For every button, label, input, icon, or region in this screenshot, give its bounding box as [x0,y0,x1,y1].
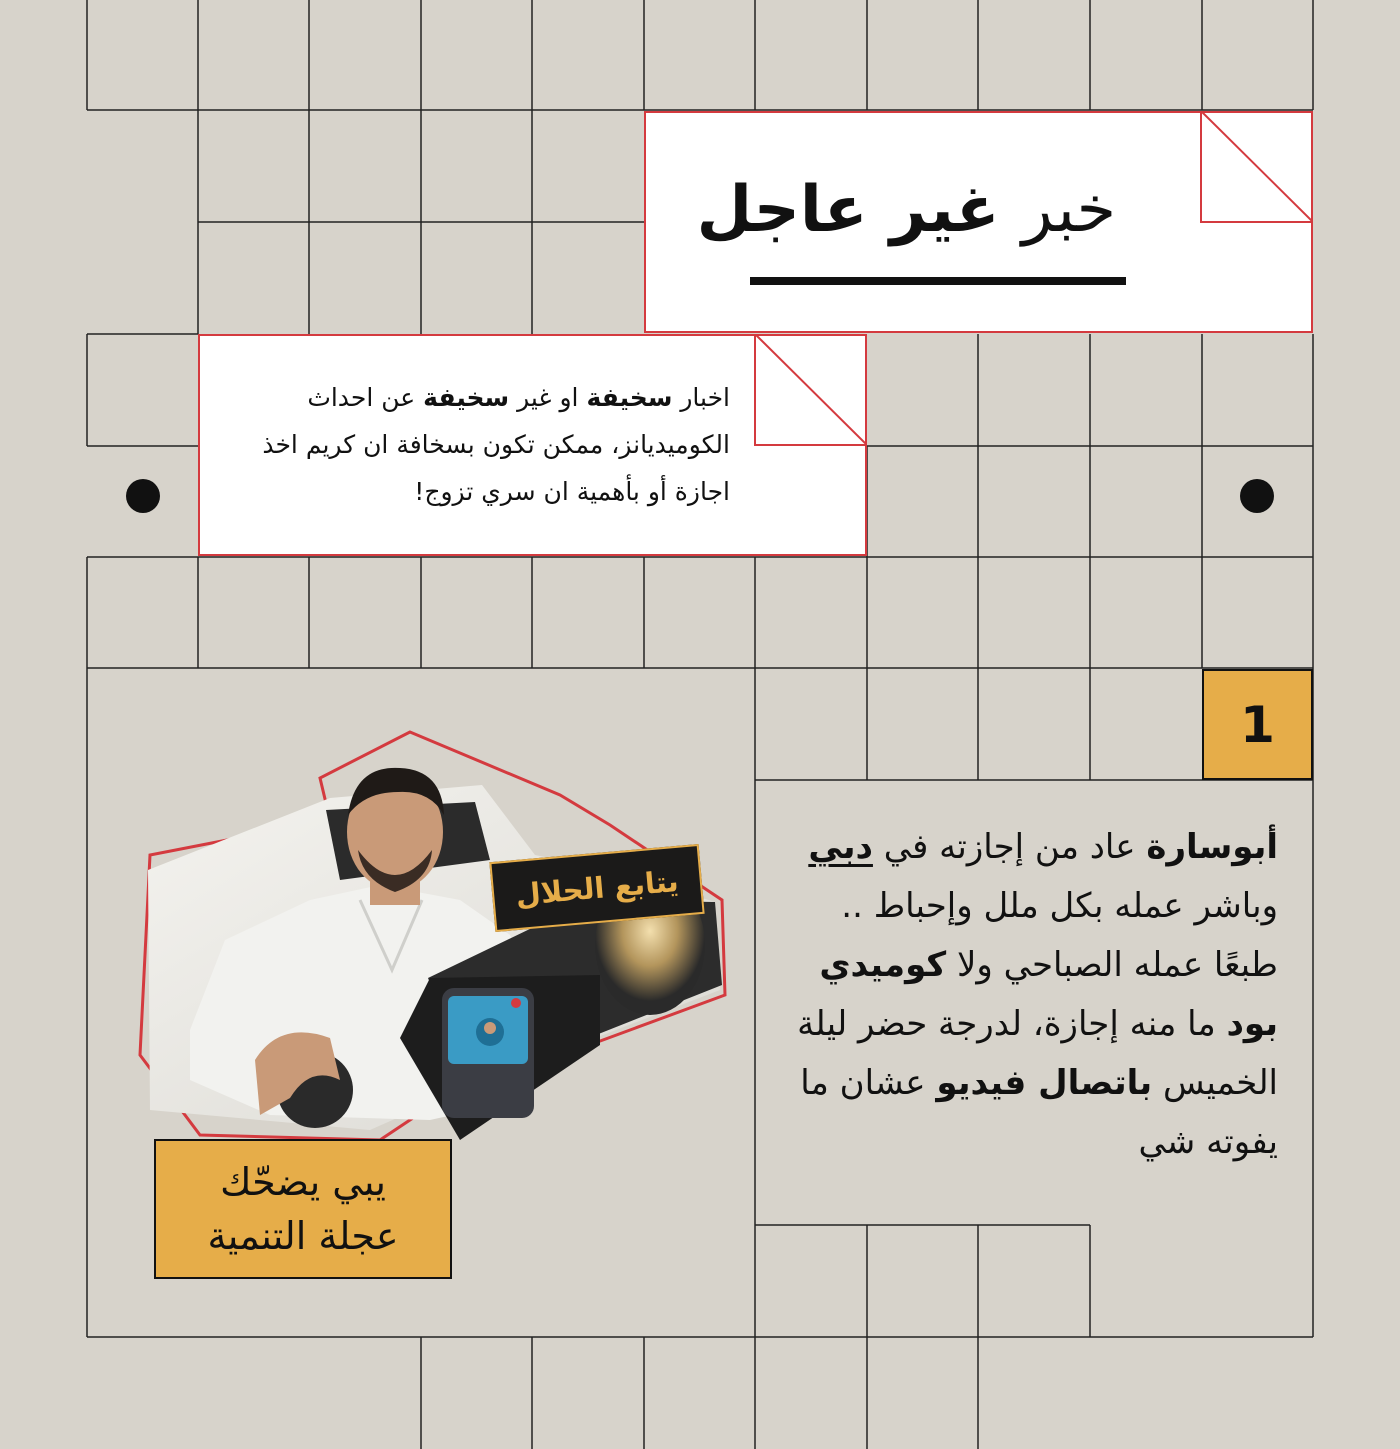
story-call: باتصال فيديو [936,1063,1153,1103]
collage-illustration [130,720,740,1170]
intro-text-3: عن احداث الكوميديانز، ممكن تكون بسخافة ان كريم اخذ اجازة أو بأهمية ان سري تزوج! [262,383,730,506]
tag-laugh-line-2: عجلة التنمية [207,1214,399,1258]
story-text-4: عشان ما يفوته شي [800,1063,1278,1162]
item-number-badge: 1 [1202,669,1313,780]
page-title [697,173,1116,247]
photo-collage [130,720,740,1170]
intro-card [198,334,867,556]
intro-paragraph [210,374,730,515]
intro-bold-1: سخيفة [586,383,673,412]
story-text-3: ما منه إجازة، لدرجة حضر ليلة الخميس [797,1004,1278,1103]
tag-follow: يتابع الحلال [489,844,704,932]
title-part-1: خبر [1021,173,1116,247]
title-part-2: غير عاجل [696,173,1000,247]
tag-laugh-line-1: يبي يضحّك [220,1160,386,1204]
intro-text-1: اخبار [680,383,730,412]
right-dot [1240,479,1274,513]
tag-laugh [154,1139,452,1279]
title-card [644,111,1313,333]
left-dot [126,479,160,513]
story-city: دبي [808,827,873,867]
intro-text-2: او غير [517,383,579,412]
story-paragraph [788,818,1278,1172]
intro-bold-2: سخيفة [423,383,510,412]
story-show: كوميدي بود [819,945,1278,1044]
story-name: أبوسارة [1146,827,1278,867]
story-text-1: عاد من إجازته في [883,827,1136,867]
story-text-2: وباشر عمله بكل ملل وإحباط .. طبعًا عمله الصباحي ولا [841,886,1278,985]
title-underline [750,277,1126,285]
